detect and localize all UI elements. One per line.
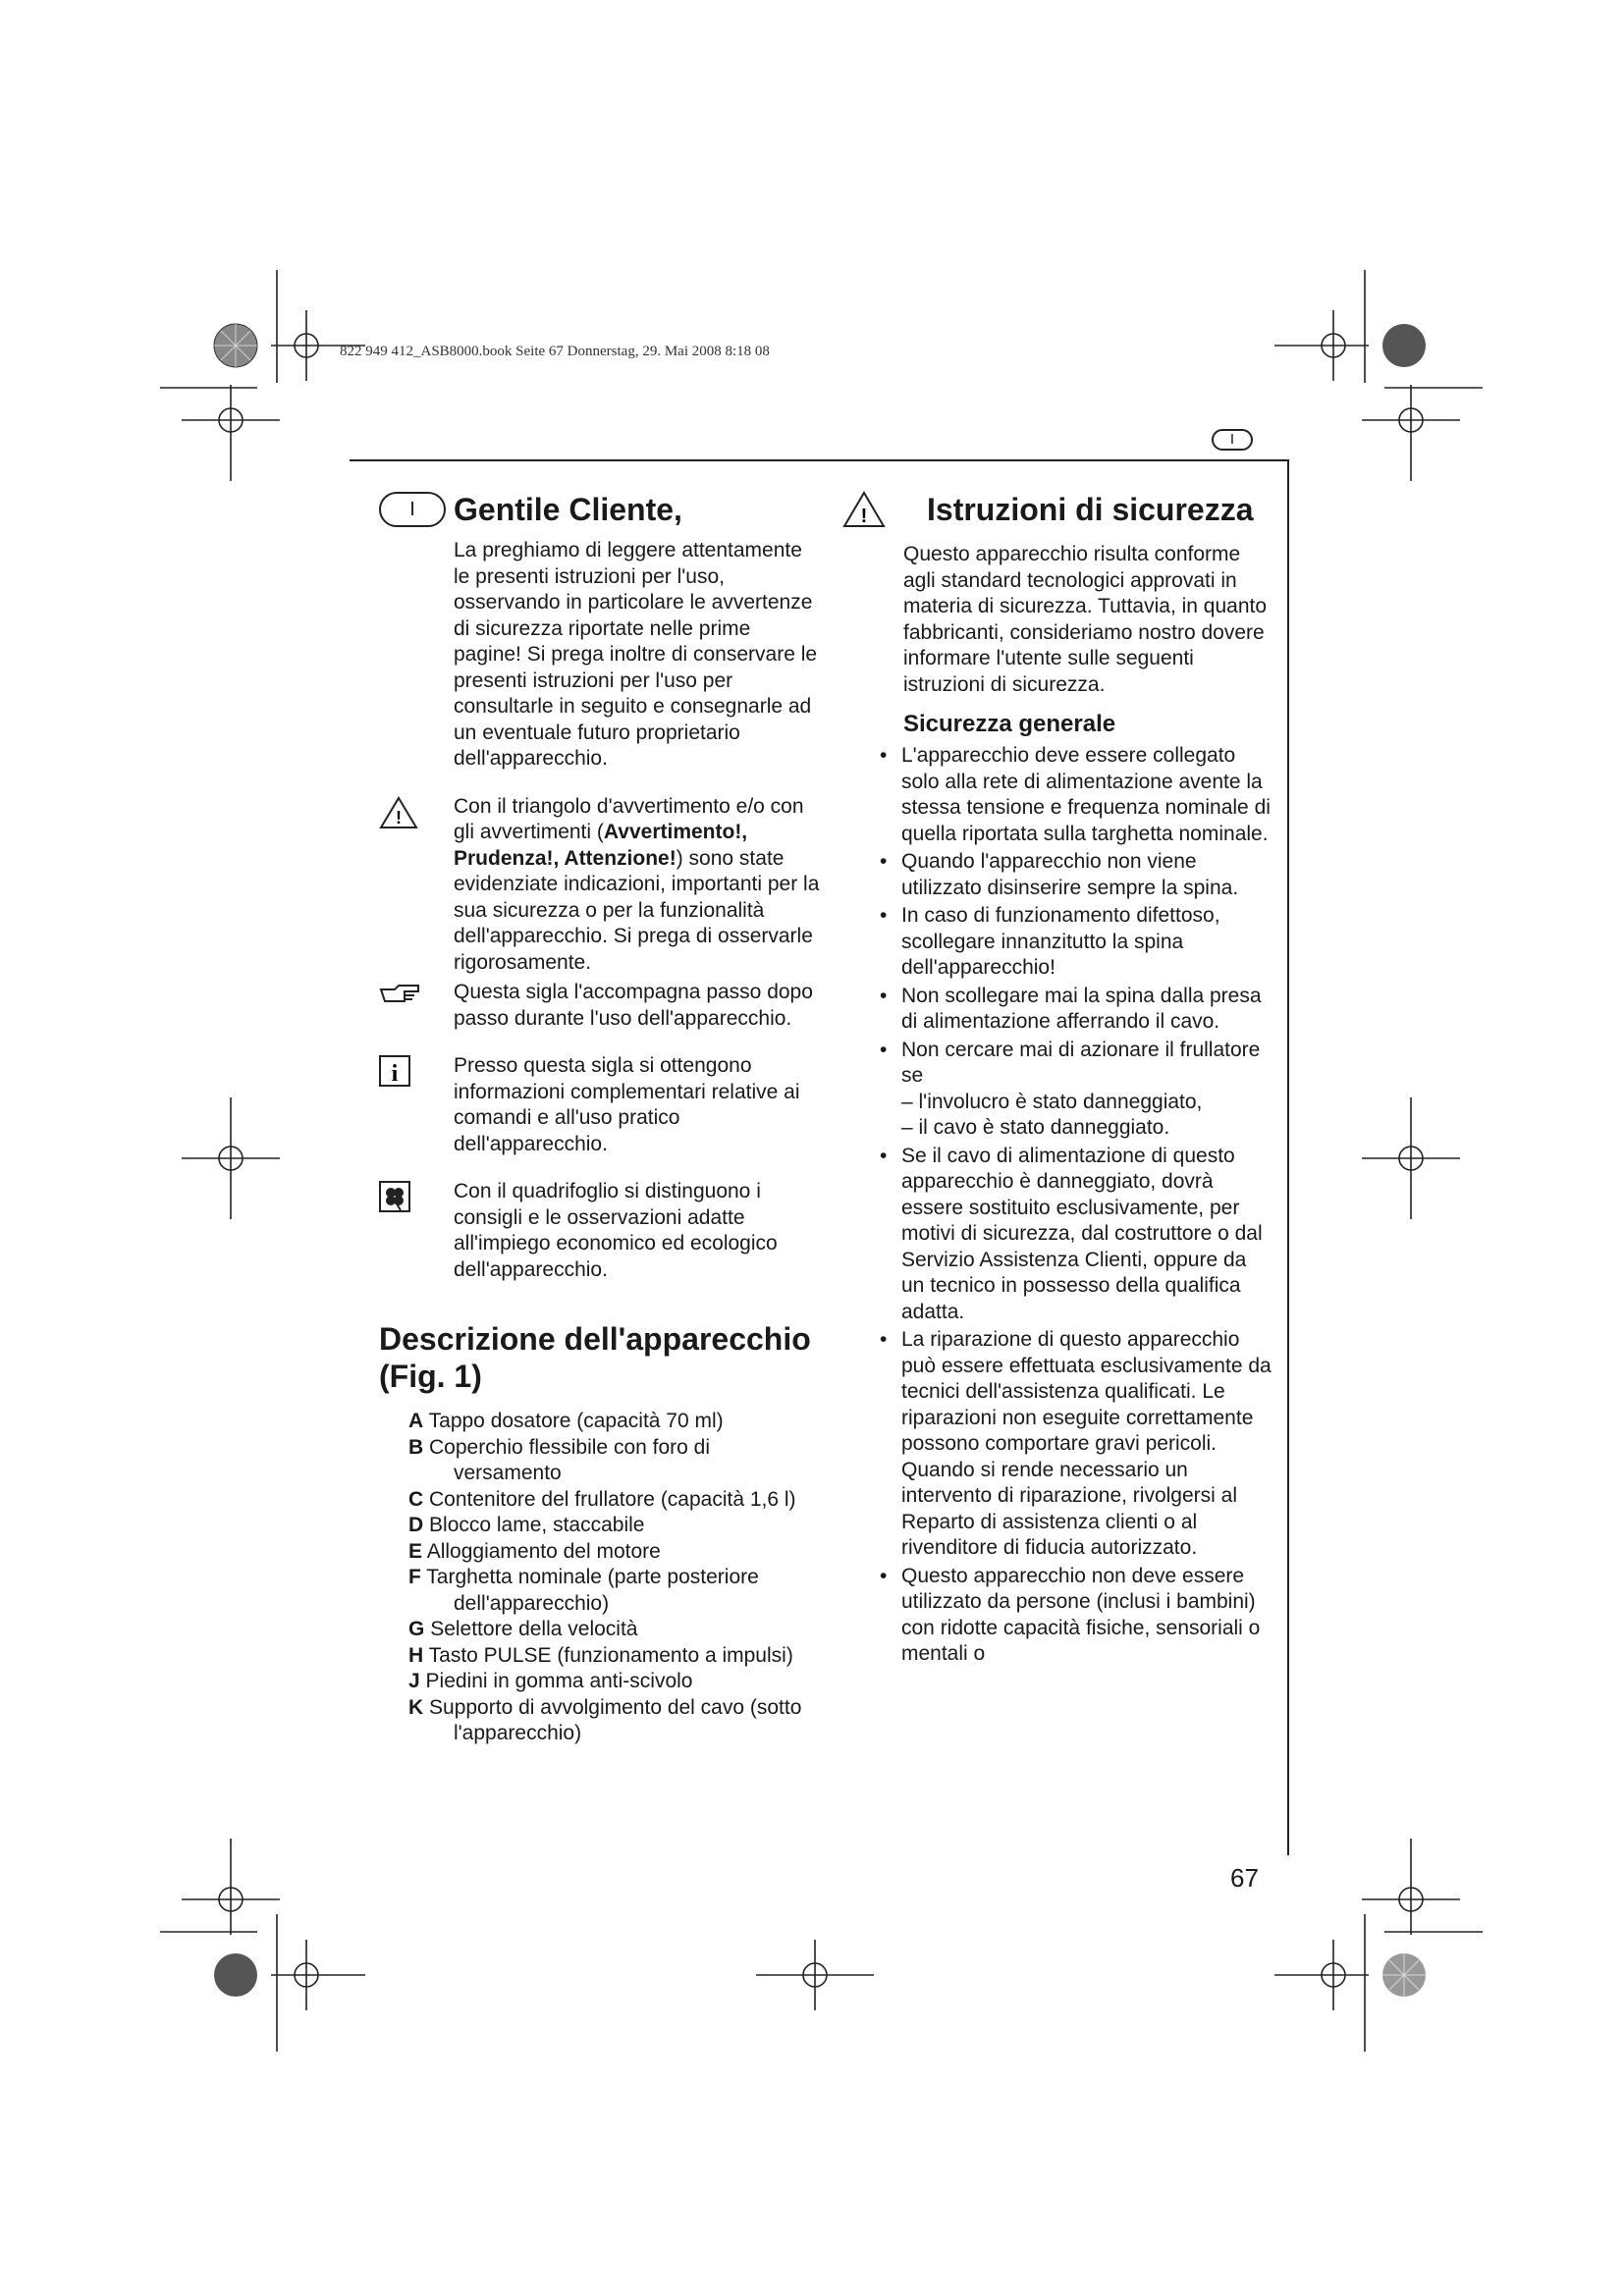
left-column [379,491,821,1747]
parts-list-item: H Tasto PULSE (funzionamento a impulsi) [408,1643,793,1667]
safety-bullet: • Questo apparecchio non deve essere utilizzato da persone (inclusi i bambini) con ridotte capacità fisiche, sensoriali o mentali o [878,1564,1274,1668]
safety-sub-item: – il cavo è stato danneggiato. [901,1116,1170,1139]
safety-bullet: • Se il cavo di alimentazione di questo apparecchio è danneggiato, dovrà essere sostituito esclusivamente, per motivi di sicurezza, dal costruttore o dal Servizio Assistenza Clienti, oppure da un tecnico in possesso della qualifica adatta. [878,1144,1274,1326]
safety-bullet: • Non scollegare mai la spina dalla presa di alimentazione afferrando il cavo. [878,984,1274,1036]
frame-top-line [350,459,1288,461]
parts-list-item: K Supporto di avvolgimento del cavo (sotto l'apparecchio) [408,1695,802,1744]
general-safety-subtitle: Sicurezza generale [903,711,1116,737]
safety-bullet: • La riparazione di questo apparecchio può essere effettuata esclusivamente da tecnici dell'assistenza qualificati. Le riparazioni non eseguite correttamente possono comportare gravi pericoli. Quando si rende necessario un intervento di riparazione, rivolgersi al Reparto di assistenza clienti o al rivenditore di fiducia autorizzato. [878,1327,1274,1562]
safety-bullet: • L'apparecchio deve essere collegato solo alla rete di alimentazione avente la stessa tensione e frequenza nominale di quella riportata sulla targhetta nominale. [878,743,1274,847]
safety-title: Istruzioni di sicurezza [927,492,1254,527]
safety-bullet: • Non cercare mai di azionare il frullatore se – l'involucro è stato danneggiato, – il cavo è stato danneggiato. [878,1038,1274,1142]
pointing-hand-icon [379,982,422,1005]
parts-list-item: B Coperchio flessibile con foro di versamento [408,1435,710,1484]
description-title-line2: (Fig. 1) [379,1359,482,1394]
note-warning-text [454,794,821,977]
note-warning-post: ) sono state evidenziate indicazioni, importanti per la sua sicurezza o per la funzionalità dell'apparecchio. Si prega di osservarle rigorosamente. [454,846,820,974]
note-eco [379,1179,821,1283]
note-warning-bold: Avvertimento!, Prudenza!, Attenzione! [454,821,748,870]
safety-bullet: • Quando l'apparecchio non viene utilizzato disinserire sempre la spina. [878,849,1274,901]
warning-triangle-icon [842,491,886,528]
description-title-line1: Descrizione dell'apparecchio [379,1321,811,1357]
parts-list-item: C Contenitore del frullatore (capacità 1,6 l) [408,1487,796,1511]
parts-list-item: J Piedini in gomma anti-scivolo [408,1670,693,1692]
svg-text:!: ! [396,807,402,828]
note-warning-pre: Con il triangolo d'avvertimento e/o con gli avvertimenti ( [454,794,804,843]
note-eco-text: Con il quadrifoglio si distinguono i consigli e le osservazioni adatte all'impiego economico ed ecologico dell'apparecchio. [454,1180,778,1281]
page-number: 67 [1230,1863,1259,1893]
language-marker: I [379,492,446,527]
note-step-text: Questa sigla l'accompagna passo dopo passo durante l'uso dell'apparecchio. [454,981,813,1030]
parts-list-item: G Selettore della velocità [408,1618,638,1640]
safety-bullet: • In caso di funzionamento difettoso, scollegare innanzitutto la spina dell'apparecchio! [878,903,1274,982]
svg-text:!: ! [860,506,868,527]
svg-text:i: i [391,1061,399,1087]
parts-list-item: F Targhetta nominale (parte posteriore dell'apparecchio) [408,1566,759,1615]
note-step [379,980,821,1032]
parts-list-item: A Tappo dosatore (capacità 70 ml) [408,1410,724,1432]
safety-heading-row [842,491,1274,528]
greeting-intro: La preghiamo di leggere attentamente le presenti istruzioni per l'uso, osservando in particolare le avvertenze di sicurezza riportate nelle prime pagine! Si prega inoltre di conservare le presenti istruzioni per l'uso per consultarle in seguito e consegnarle ad un eventuale futuro proprietario dell'apparecchio. [454,539,818,770]
safety-intro: Questo apparecchio risulta conforme agli standard tecnologici approvati in materia di sicurezza. Tuttavia, in quanto fabbricanti, consideriamo nostro dovere informare l'utente sulle seguenti istruzioni di sicurezza. [903,543,1268,696]
warning-triangle-icon [379,796,418,829]
safety-bullet-list [878,743,1274,1668]
description-title [379,1320,821,1395]
parts-list-item: D Blocco lame, staccabile [408,1514,645,1536]
safety-sub-item: – l'involucro è stato danneggiato, [901,1090,1203,1113]
note-info [379,1053,821,1157]
right-column [842,491,1274,1670]
parts-list [408,1409,821,1747]
greeting-heading-row [379,491,821,528]
info-icon [379,1055,410,1087]
note-info-text: Presso questa sigla si ottengono informazioni complementari relative ai comandi e all'uso pratico dell'apparecchio. [454,1054,800,1155]
parts-list-item: E Alloggiamento del motore [408,1539,661,1563]
greeting-title: Gentile Cliente, [454,492,682,527]
cloverleaf-icon [379,1181,410,1212]
note-warning [379,794,821,977]
language-badge: I [1212,429,1253,451]
frame-right-line [1287,459,1289,1855]
print-header: 822 949 412_ASB8000.book Seite 67 Donnerstag, 29. Mai 2008 8:18 08 [340,344,770,359]
